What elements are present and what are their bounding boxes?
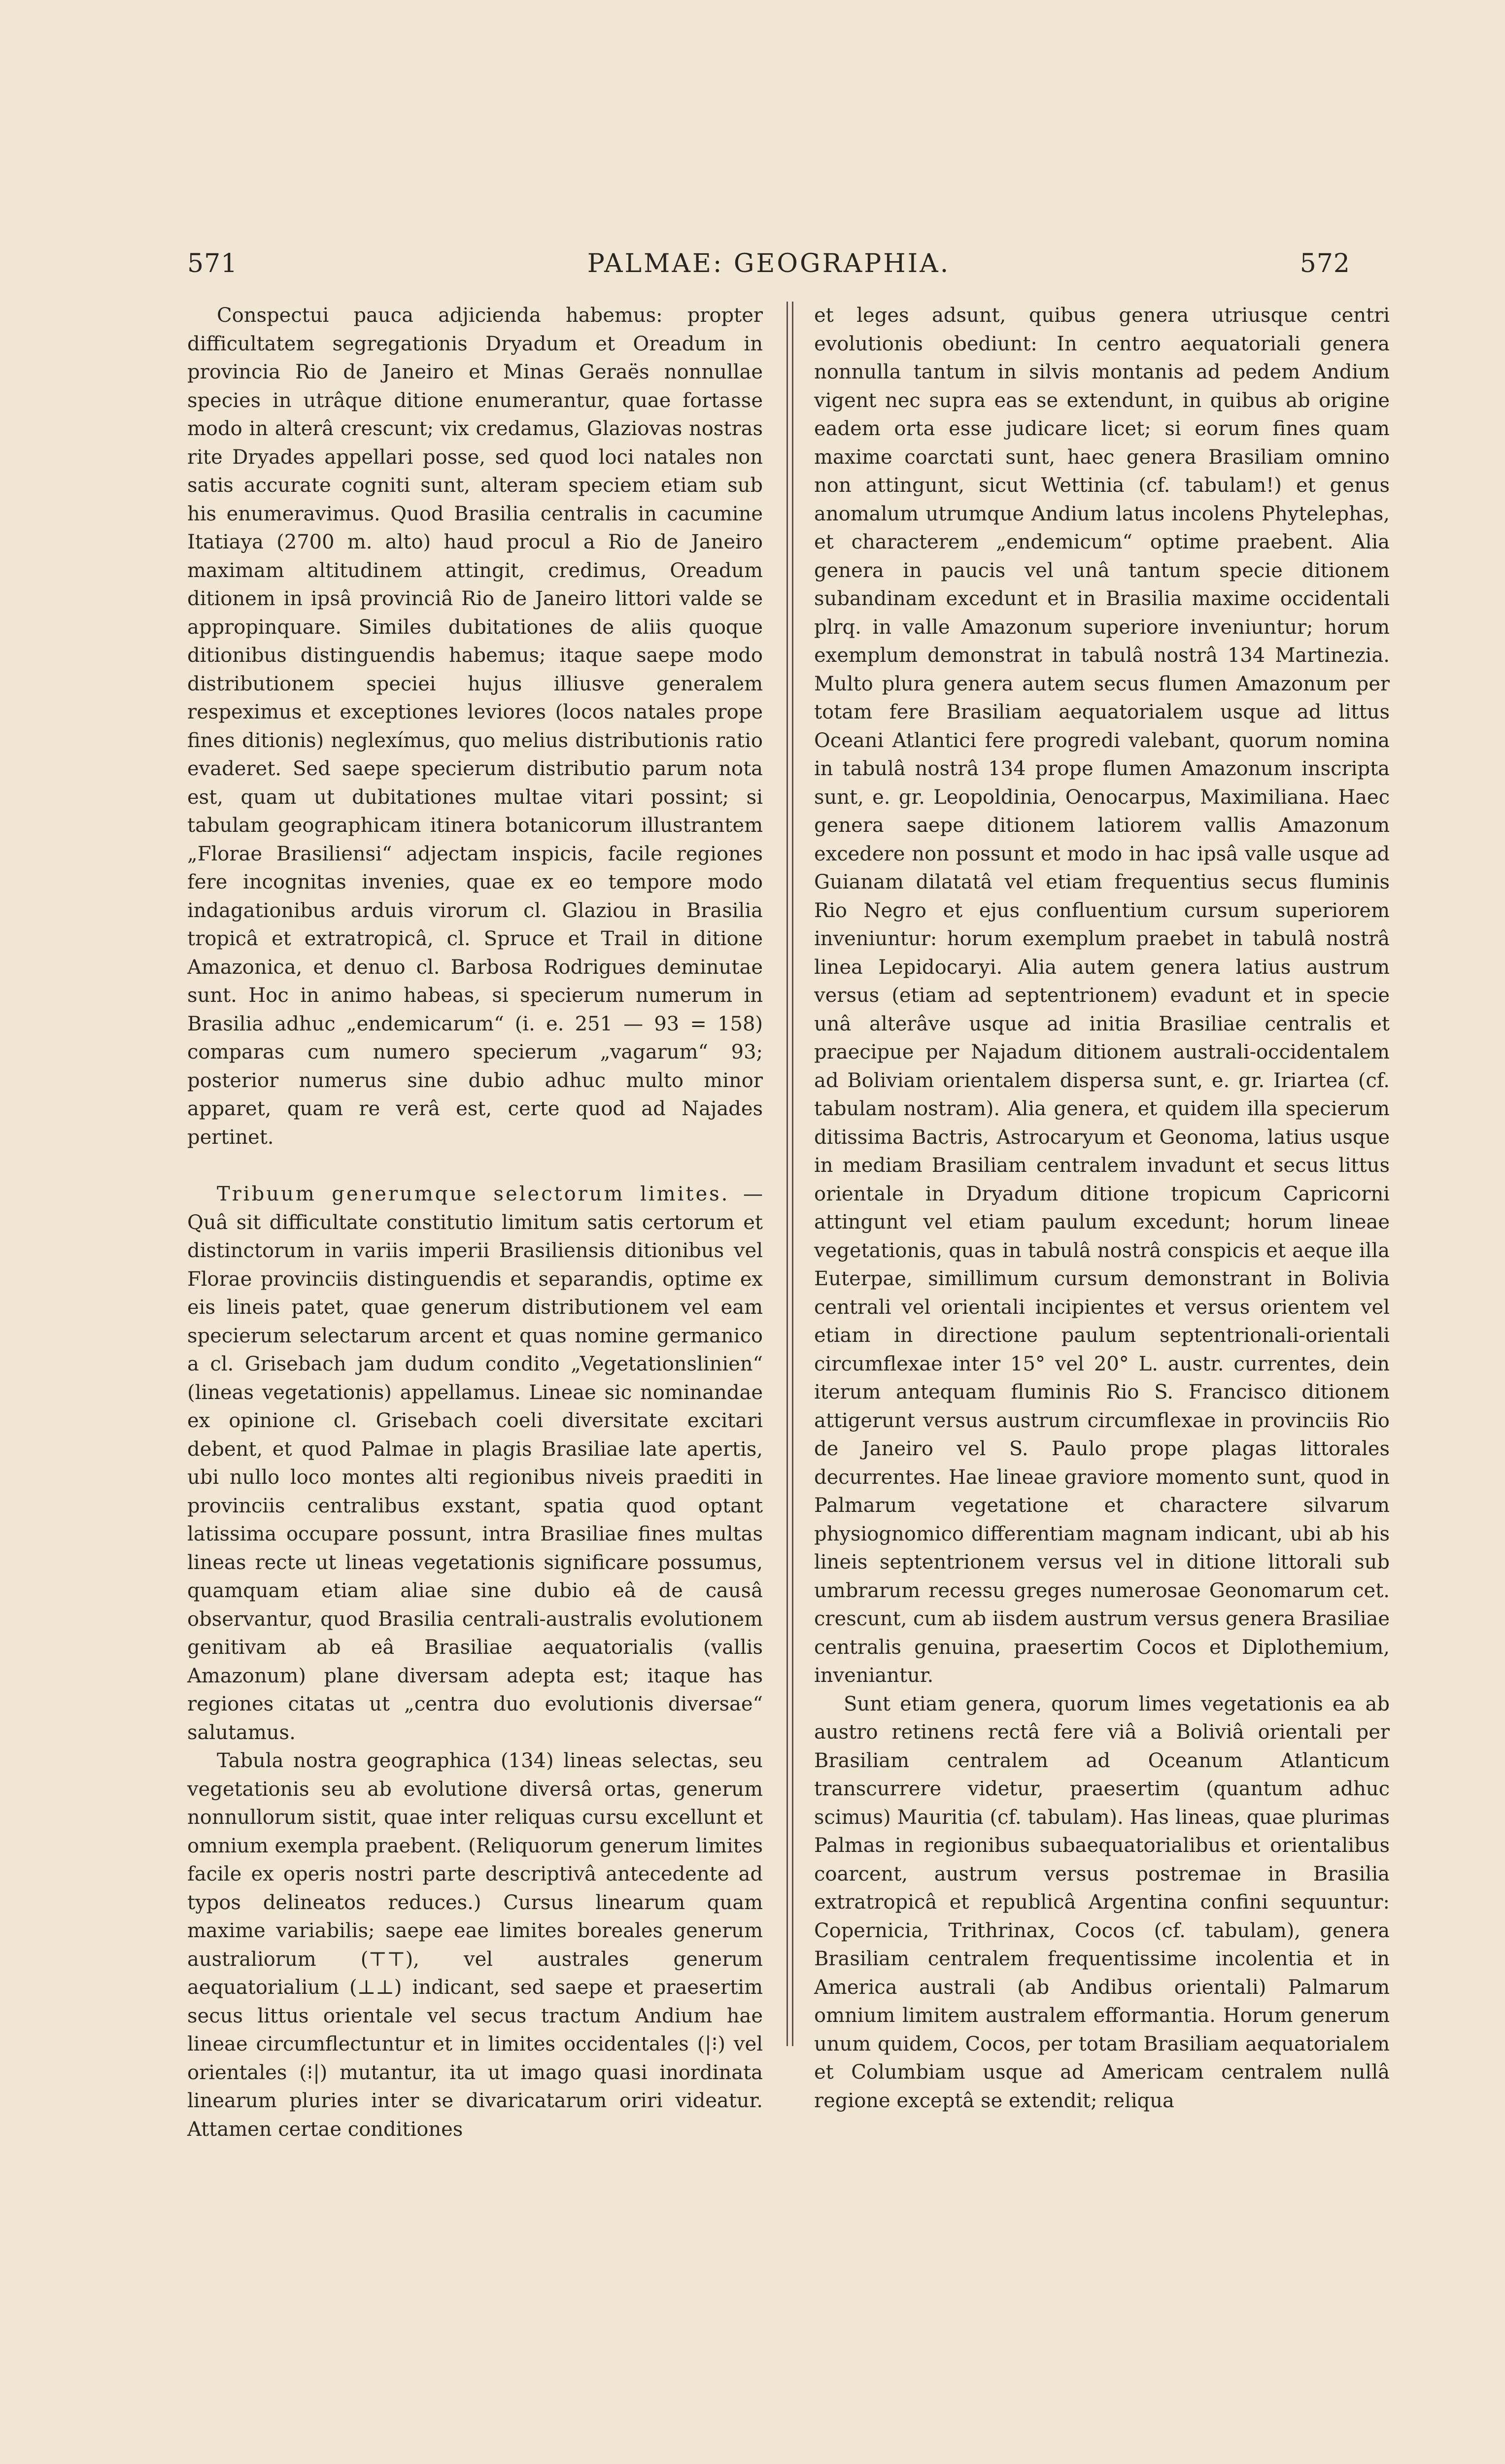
page-number-right: 572: [1300, 249, 1350, 278]
paragraph-text: — Quâ sit difficultate constitutio limitum satis certorum et distinctorum in variis imperii Brasiliensis ditionibus vel Florae provinciis distinguendis et separandis, optime ex eis lineis patet, quae generum distributionem vel eam specierum selectarum arcent et quas nomine germanico a cl. Grisebach jam dudum condito „Vegetationslinien“ (lineas vegetationis) appellamus. Lineae sic nominandae ex opinione cl. Grisebach coeli diversitate excitari debent, et quod Palmae in plagis Brasiliae late apertis, ubi nullo loco montes alti regionibus niveis praediti in provinciis centralibus exstant, spatia quod optant latissima occupare possunt, intra Brasiliae fines multas lineas recte ut lineas vegetationis significare possumus, quamquam etiam aliae sine dubio eâ de causâ observantur, quod Brasilia centrali-australis evolutionem genitivam ab eâ Brasiliae aequatorialis (vallis Amazonum) plane diversam adepta est; itaque has regiones citatas ut „centra duo evolutionis diversae“ salutamus.: [187, 1183, 763, 1744]
page-number-left: 571: [187, 249, 238, 278]
paragraph: Sunt etiam genera, quorum limes vegetationis ea ab austro retinens rectâ fere viâ a Boliviâ orientali per Brasiliam centralem ad Oceanum Atlanticum transcurrere videtur, praesertim (quantum adhuc scimus) Mauritia (cf. tabulam). Has lineas, quae plurimas Palmas in regionibus subaequatorialibus et orientalibus coarcent, austrum versus postremae in Brasilia extratropicâ et republicâ Argentina confini sequuntur: Copernicia, Trithrinax, Cocos (cf. tabulam), genera Brasiliam centralem frequentissime incolentia et in America australi (ab Andibus orientali) Palmarum omnium limitem australem efformantia. Horum generum unum quidem, Cocos, per totam Brasiliam aequatorialem et Columbiam usque ad Americam centralem nullâ regione exceptâ se extendit; reliqua: [814, 1692, 1390, 2112]
column-divider: [787, 302, 793, 2046]
page-header: [187, 249, 1350, 283]
section-heading: Tribuum generumque selectorum limites.: [217, 1183, 730, 1205]
paragraph: Tabula nostra geographica (134) lineas selectas, seu vegetationis seu ab evolutione diversâ ortas, generum nonnullorum sistit, quae inter reliquas cursu excellunt et omnium exempla praebent. (Reliquorum generum limites facile ex operis nostri parte descriptivâ antecedente ad typos delineatos reduces.) Cursus linearum quam maxime variabilis; saepe eae limites boreales generum australiorum (⊤⊤), vel australes generum aequatorialium (⊥⊥) indicant, sed saepe et praesertim secus littus orientale vel secus tractum Andium hae lineae circumflectuntur et in limites occidentales (|⁝) vel orientales (⁝|) mutantur, ita ut imago quasi inordinata linearum pluries inter se divaricatarum oriri videatur. Attamen certae conditiones: [187, 1749, 763, 2141]
paragraph: et leges adsunt, quibus genera utriusque centri evolutionis obediunt: In centro aequatoriali genera nonnulla tantum in silvis montanis ad pedem Andium vigent nec supra eas se extendunt, in quibus ab origine eadem orta esse judicare licet; si eorum fines quam maxime coarctati sunt, haec genera Brasiliam omnino non attingunt, sicut Wettinia (cf. tabulam!) et genus anomalum utrumque Andium latus incolens Phytelephas, et characterem „endemicum“ optime praebent. Alia genera in paucis vel unâ tantum specie ditionem subandinam excedunt et in Brasilia maxime occidentali plrq. in valle Amazonum superiore inveniuntur; horum exemplum demonstrat in tabulâ nostrâ 134 Martinezia. Multo plura genera autem secus flumen Amazonum per totam fere Brasiliam aequatorialem usque ad littus Oceani Atlantici fere progredi valebant, quorum nomina in tabulâ nostrâ 134 prope flumen Amazonum inscripta sunt, e. gr. Leopoldinia, Oenocarpus, Maximiliana. Haec genera saepe ditionem latiorem vallis Amazonum excedere non possunt et modo in hac ipsâ valle usque ad Guianam dilatatâ vel etiam frequentius secus fluminis Rio Negro et ejus confluentium cursum superiorem inveniuntur: horum exemplum praebet in tabulâ nostrâ linea Lepidocaryi. Alia autem genera latius austrum versus (etiam ad septentrionem) evadunt et in specie unâ alterâve usque ad initia Brasiliae centralis et praecipue per Najadum ditionem australi-occidentalem ad Boliviam orientalem dispersa sunt, e. gr. Iriartea (cf. tabulam nostram). Alia genera, et quidem illa specierum ditissima Bactris, Astrocaryum et Geonoma, latius usque in mediam Brasiliam centralem invadunt et secus littus orientale in Dryadum ditione tropicum Capricorni attingunt vel etiam paulum excedunt; horum lineae vegetationis, quas in tabulâ nostrâ conspicis et aeque illa Euterpae, simillimum cursum demonstrant in Bolivia centrali vel orientali incipientes et versus orientem vel etiam in directione paulum septentrionali-orientali circumflexae inter 15° vel 20° L. austr. currentes, dein iterum antequam fluminis Rio S. Francisco ditionem attigerunt versus austrum circumflexae in provinciis Rio de Janeiro vel S. Paulo prope plagas littorales decurrentes. Hae lineae graviore momento sunt, quod in Palmarum vegetatione et charactere silvarum physiognomico differentiam magnam indicant, ubi ab his lineis septentrionem versus vel in ditione littorali sub umbrarum recessu greges numerosae Geonomarum cet. crescunt, cum ab iisdem austrum versus genera Brasiliae centralis genuina, praesertim Cocos et Diplothemium, inveniantur.: [814, 304, 1390, 1687]
paragraph: Conspectui pauca adjicienda habemus: propter difficultatem segregationis Dryadum et Oreadum in provincia Rio de Janeiro et Minas Geraës nonnullae species in utrâque ditione enumerantur, quae fortasse modo in alterâ crescunt; vix credamus, Glaziovas nostras rite Dryades appellari posse, sed quod loci natales non satis accurate cogniti sunt, alteram speciem etiam sub his enumeravimus. Quod Brasilia centralis in cacumine Itatiaya (2700 m. alto) haud procul a Rio de Janeiro maximam altitudinem attingit, credimus, Oreadum ditionem in ipsâ provinciâ Rio de Janeiro littori valde se appropinquare. Similes dubitationes de aliis quoque ditionibus distinguendis habemus; itaque saepe modo distributionem speciei hujus illiusve generalem respeximus et exceptiones leviores (locos natales prope fines ditionis) neglexímus, quo melius distributionis ratio evaderet. Sed saepe specierum distributio parum nota est, quam ut dubitationes multae vitari possint; si tabulam geographicam itinera botanicorum illustrantem „Florae Brasiliensi“ adjectam inspicis, facile regiones fere incognitas invenies, quae ex eo tempore modo indagationibus arduis virorum cl. Glaziou in Brasilia tropicâ et extratropicâ, cl. Spruce et Trail in ditione Amazonica, et denuo cl. Barbosa Rodrigues deminutae sunt. Hoc in animo habeas, si specierum numerum in Brasilia adhuc „endemicarum“ (i. e. 251 — 93 = 158) comparas cum numero specierum „vagarum“ 93; posterior numerus sine dubio adhuc multo minor apparet, quam re verâ est, certe quod ad Najades pertinet.: [187, 304, 763, 1149]
running-title: PALMAE: GEOGRAPHIA.: [587, 249, 951, 278]
right-column: [814, 302, 1390, 2115]
paragraph: [187, 1180, 763, 1747]
left-column: [187, 302, 763, 2144]
